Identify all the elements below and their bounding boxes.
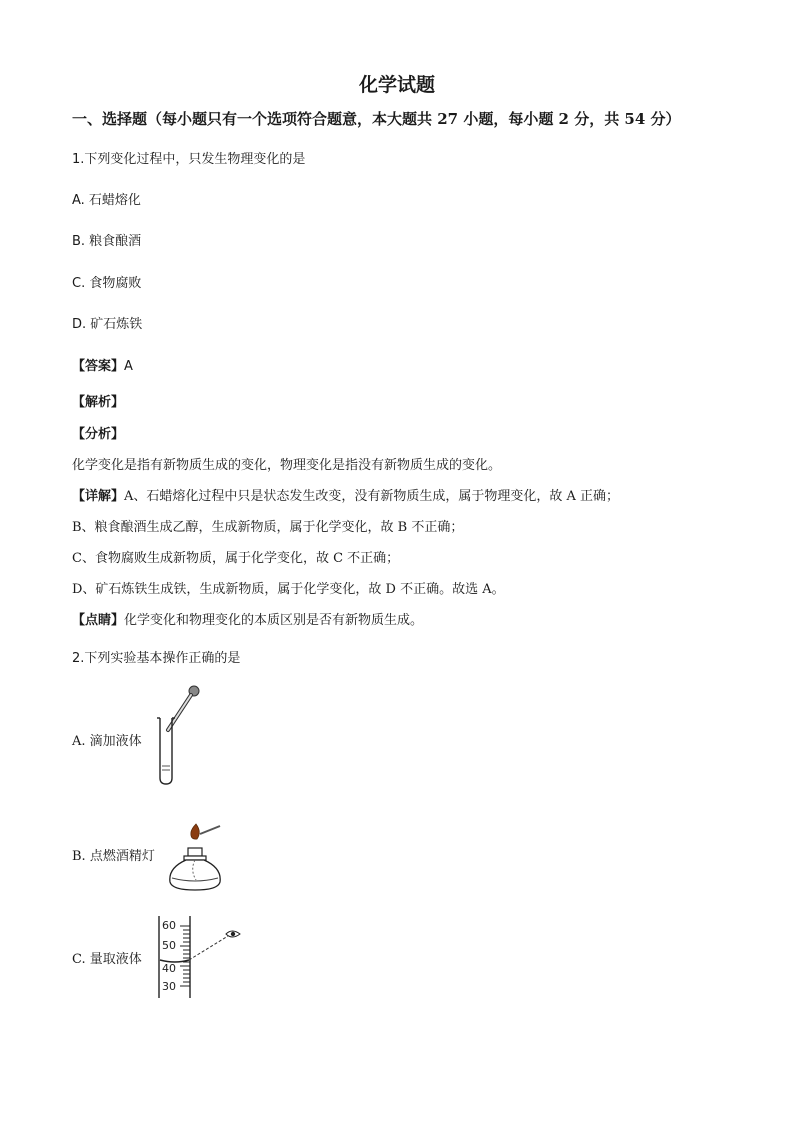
dropper-test-tube-figure bbox=[150, 682, 210, 788]
detail-a-text: A、石蜡熔化过程中只是状态发生改变，没有新物质生成，属于物理变化，故 A 正确； bbox=[124, 489, 620, 504]
detail-line-a bbox=[72, 485, 619, 504]
detail-line-d: D、矿石炼铁生成铁，生成新物质，属于化学变化，故 D 不正确。故选 A。 bbox=[72, 582, 505, 597]
answer-tag: 【答案】 bbox=[72, 359, 125, 374]
fenxi-text: 化学变化是指有新物质生成的变化，物理变化是指没有新物质生成的变化。 bbox=[72, 458, 502, 473]
q2-stem: 2.下列实验基本操作正确的是 bbox=[72, 651, 241, 666]
fenxi-tag: 【分析】 bbox=[72, 427, 125, 442]
q1-option-d: D. 矿石炼铁 bbox=[72, 317, 143, 332]
detail-line-b: B、粮食酿酒生成乙醇，生成新物质，属于化学变化，故 B 不正确； bbox=[72, 520, 464, 535]
cylinder-tick-50: 50 bbox=[162, 939, 176, 952]
remark-tag: 【点睛】 bbox=[72, 613, 125, 628]
q2-option-b: B. 点燃酒精灯 bbox=[72, 849, 155, 864]
alcohol-lamp-figure bbox=[164, 820, 226, 896]
remark-text: 化学变化和物理变化的本质区别是否有新物质生成。 bbox=[124, 613, 424, 628]
cylinder-tick-60: 60 bbox=[162, 919, 176, 932]
detail-tag: 【详解】 bbox=[72, 489, 125, 504]
answer-value: A bbox=[124, 359, 133, 374]
cylinder-tick-40: 40 bbox=[162, 962, 176, 975]
q1-option-c: C. 食物腐败 bbox=[72, 276, 142, 291]
q1-stem: 1.下列变化过程中，只发生物理变化的是 bbox=[72, 152, 306, 167]
q1-answer-line bbox=[72, 355, 133, 374]
q1-option-a: A. 石蜡熔化 bbox=[72, 193, 141, 208]
cylinder-tick-30: 30 bbox=[162, 980, 176, 993]
page-title: 化学试题 bbox=[358, 74, 435, 96]
remark-line bbox=[72, 609, 423, 628]
section-heading: 一、选择题（每小题只有一个选项符合题意，本大题共 27 小题，每小题 2 分，共 54 分） bbox=[72, 110, 681, 128]
graduated-cylinder-figure bbox=[156, 914, 246, 1000]
q2-option-c: C. 量取液体 bbox=[72, 952, 142, 967]
q2-option-a: A. 滴加液体 bbox=[72, 734, 142, 749]
q1-option-b: B. 粮食酿酒 bbox=[72, 234, 142, 249]
analysis-tag: 【解析】 bbox=[72, 395, 125, 410]
detail-line-c: C、食物腐败生成新物质，属于化学变化，故 C 不正确； bbox=[72, 551, 400, 566]
